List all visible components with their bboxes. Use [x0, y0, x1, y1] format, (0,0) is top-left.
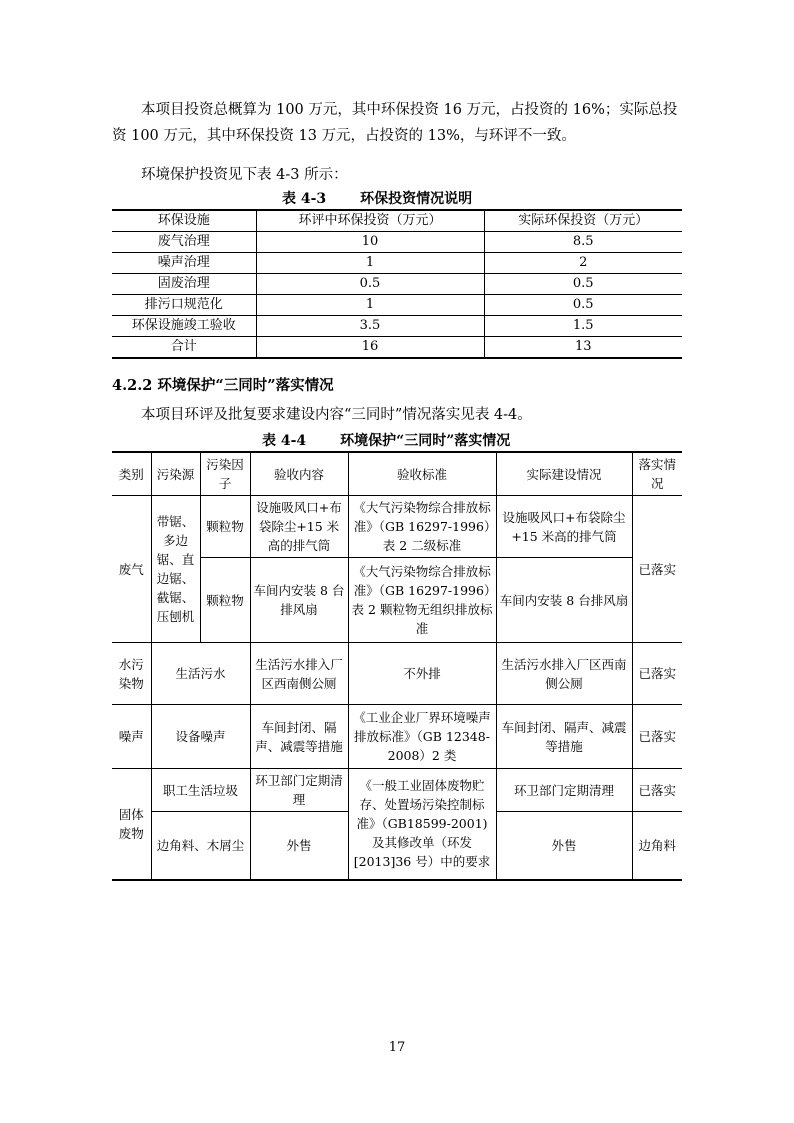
- standard-cell: 《大气污染物综合排放标准》（GB 16297-1996）表 2 二级标准: [348, 496, 496, 558]
- content-cell: 车间内安装 8 台排风扇: [250, 558, 348, 643]
- actual-cell: 设施吸风口+布袋除尘+15 米高的排气筒: [496, 496, 632, 558]
- content-cell: 环卫部门定期清理: [250, 769, 348, 812]
- content-cell: 车间封闭、隔声、减震等措施: [250, 705, 348, 769]
- table-cell: 固废治理: [112, 274, 256, 295]
- content-cell: 外售: [250, 812, 348, 880]
- table-cell: 13: [484, 337, 682, 359]
- standard-cell: 《工业企业厂界环境噪声排放标准》（GB 12348-2008）2 类: [348, 705, 496, 769]
- header-cell: 验收内容: [250, 452, 348, 496]
- header-cell: 实际建设情况: [496, 452, 632, 496]
- table-cell: 2: [484, 253, 682, 274]
- source-cell: 设备噪声: [151, 705, 250, 769]
- actual-cell: 生活污水排入厂区西南侧公厕: [496, 643, 632, 705]
- table-row: [112, 232, 682, 253]
- table-header-row: [112, 210, 682, 232]
- table-row: [112, 769, 682, 812]
- header-cell: 环评中环保投资（万元）: [256, 210, 484, 232]
- actual-cell: 外售: [496, 812, 632, 880]
- content-cell: 生活污水排入厂区西南侧公厕: [250, 643, 348, 705]
- table-row: [112, 643, 682, 705]
- header-cell: 污染源: [151, 452, 200, 496]
- paragraph-section-intro: 本项目环评及批复要求建设内容“三同时”情况落实见表 4-4。: [141, 407, 532, 423]
- paragraph-table-ref: 环境保护投资见下表 4-3 所示：: [141, 167, 348, 183]
- standard-cell: 《一般工业固体废物贮存、处置场污染控制标准》（GB18599-2001)及其修改单（环发[2013]36 号）中的要求: [348, 769, 496, 880]
- table-row: [112, 274, 682, 295]
- table-cell: 环保设施竣工验收: [112, 316, 256, 337]
- table-4-4-number: 表 4-4: [262, 433, 307, 449]
- category-cell: 固体废物: [112, 769, 151, 880]
- status-cell: 已落实: [632, 705, 682, 769]
- table-header-row: [112, 452, 682, 496]
- table-total-row: [112, 337, 682, 359]
- table-cell: 3.5: [256, 316, 484, 337]
- table-4-3: [112, 209, 682, 359]
- table-cell: 噪声治理: [112, 253, 256, 274]
- table-cell: 10: [256, 232, 484, 253]
- table-cell: 废气治理: [112, 232, 256, 253]
- table-cell: 8.5: [484, 232, 682, 253]
- table-cell: 0.5: [484, 274, 682, 295]
- standard-cell: 不外排: [348, 643, 496, 705]
- table-cell: 0.5: [484, 295, 682, 316]
- table-cell: 1: [256, 253, 484, 274]
- actual-cell: 车间封闭、隔声、减震等措施: [496, 705, 632, 769]
- table-4-3-number: 表 4-3: [282, 191, 327, 207]
- header-cell: 环保设施: [112, 210, 256, 232]
- source-cell: 带锯、多边锯、直边锯、截锯、压刨机: [151, 496, 200, 643]
- source-cell: 边角料、木屑尘: [151, 812, 250, 880]
- header-cell: 实际环保投资（万元）: [484, 210, 682, 232]
- table-cell: 合计: [112, 337, 256, 359]
- header-cell: 验收标准: [348, 452, 496, 496]
- category-cell: 废气: [112, 496, 151, 643]
- table-cell: 1: [256, 295, 484, 316]
- header-cell: 污染因子: [200, 452, 250, 496]
- page-number: 17: [388, 1040, 406, 1055]
- content-cell: 设施吸风口+布袋除尘+15 米高的排气筒: [250, 496, 348, 558]
- table-row: [112, 316, 682, 337]
- status-cell: 已落实: [632, 643, 682, 705]
- table-cell: 0.5: [256, 274, 484, 295]
- table-cell: 16: [256, 337, 484, 359]
- table-4-4-caption: [262, 430, 510, 450]
- source-cell: 职工生活垃圾: [151, 769, 250, 812]
- category-cell: 噪声: [112, 705, 151, 769]
- actual-cell: 车间内安装 8 台排风扇: [496, 558, 632, 643]
- table-row: [112, 496, 682, 558]
- status-cell: 边角料: [632, 812, 682, 880]
- paragraph-investment: 本项目投资总概算为 100 万元，其中环保投资 16 万元，占投资的 16%；实际总投资 100 万元，其中环保投资 13 万元，占投资的 13%，与环评不一致。: [112, 102, 678, 144]
- table-4-3-title: 环保投资情况说明: [360, 191, 473, 207]
- factor-cell: 颗粒物: [200, 496, 250, 558]
- table-row: [112, 253, 682, 274]
- table-4-3-caption: [282, 188, 472, 208]
- table-cell: 排污口规范化: [112, 295, 256, 316]
- standard-cell: 《大气污染物综合排放标准》（GB 16297-1996）表 2 颗粒物无组织排放标准: [348, 558, 496, 643]
- table-cell: 1.5: [484, 316, 682, 337]
- table-4-4: [112, 451, 682, 881]
- source-cell: 生活污水: [151, 643, 250, 705]
- table-row: [112, 705, 682, 769]
- table-row: [112, 295, 682, 316]
- actual-cell: 环卫部门定期清理: [496, 769, 632, 812]
- status-cell: 已落实: [632, 769, 682, 812]
- status-cell: 已落实: [632, 496, 682, 643]
- factor-cell: 颗粒物: [200, 558, 250, 643]
- section-heading: 4.2.2 环境保护“三同时”落实情况: [112, 377, 334, 394]
- header-cell: 落实情况: [632, 452, 682, 496]
- category-cell: 水污染物: [112, 643, 151, 705]
- header-cell: 类别: [112, 452, 151, 496]
- table-4-4-title: 环境保护“三同时”落实情况: [340, 433, 511, 449]
